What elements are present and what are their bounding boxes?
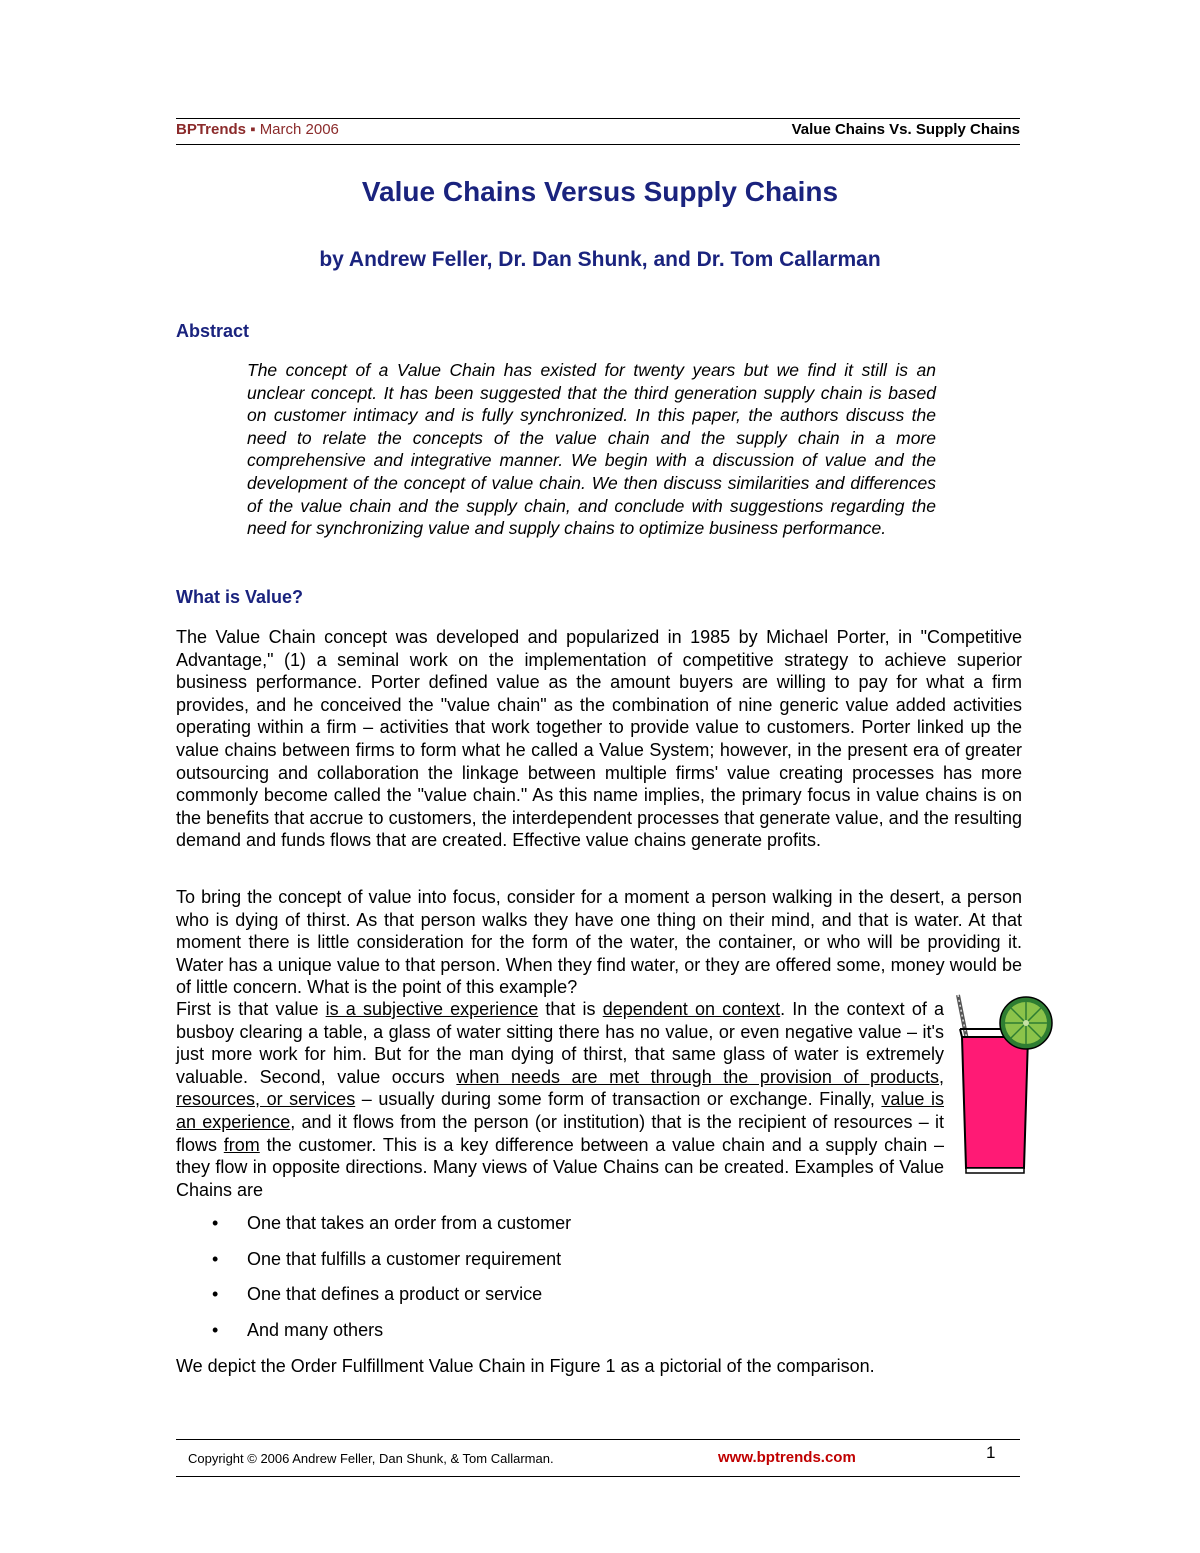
p3-underline-5: from [223,1134,260,1155]
header-separator: ▪ [246,121,260,138]
section-heading: What is Value? [176,587,304,607]
list-item: • One that takes an order from a customer [176,1213,876,1249]
footer-bottom-rule [176,1476,1020,1477]
p3-underline-4: value is an experience [176,1089,944,1132]
header-top-rule [176,118,1020,119]
p3-underline-1: is a subjective experience [325,999,539,1019]
p3-text-6: the customer. This is a key difference between a value chain and a supply chain – they flow in opposite directions. Many views of Value Chains can be created. Examples of Value Chains are [176,1134,945,1200]
p3-text-5: , and it flows from the person (or institution) that is the recipient of resources – it flows [176,1111,944,1155]
examples-list [176,1213,876,1355]
abstract-text: The concept of a Value Chain has existed for twenty years but we find it still is an unclear concept. It has been suggested that the third generation supply chain is based on customer intimacy and is fully synchronized. In this paper, the authors discuss the need to relate the concepts of the value chain and the supply chain in a more comprehensive and integrative manner. We begin with a discussion of value and the development of the concept of value chain. We then discuss similarities and differences of the value chain and the supply chain, and conclude with suggestions regarding the need for synchronizing value and supply chains to optimize business performance. [247,360,936,539]
footer-website-link[interactable]: www.bptrends.com [718,1449,856,1466]
header-bottom-rule [176,144,1020,145]
glass-of-water-illustration [948,985,1054,1177]
page-title: Value Chains Versus Supply Chains [361,176,839,207]
p3-underline-2: dependent on context [602,999,781,1019]
paragraph-3 [176,998,944,1201]
abstract-heading: Abstract [176,321,250,341]
header-left [176,121,339,138]
footer-copyright: Copyright © 2006 Andrew Feller, Dan Shunk, & Tom Callarman. [188,1451,554,1466]
list-item: • One that fulfills a customer requirement [176,1249,876,1285]
authors-line: by Andrew Feller, Dr. Dan Shunk, and Dr. Tom Callarman [319,248,881,271]
closing-sentence: We depict the Order Fulfillment Value Chain in Figure 1 as a pictorial of the comparison. [176,1356,875,1376]
page-number: 1 [986,1443,996,1462]
p3-text-2: that is [538,999,603,1019]
glass-icon [962,1037,1028,1168]
lime-slice-icon [1000,997,1052,1049]
p3-text-3: . In the context of a busboy clearing a table, a glass of water sitting there has no value, or even negative value – it's just more work for him. But for the man dying of thirst, that same glass of water is extremely valuable. Second, value occurs [176,999,944,1087]
p3-underline-3: when needs are met through the provision of products, resources, or services [176,1066,945,1110]
header-date: March 2006 [259,121,339,138]
list-item: • And many others [176,1320,876,1356]
list-item: • One that defines a product or service [176,1284,876,1320]
brand-name: BPTrends [176,121,247,138]
paragraph-1: The Value Chain concept was developed and popularized in 1985 by Michael Porter, in "Competitive Advantage," (1) a seminal work on the implementation of competitive strategy to achieve superior business performance. Porter defined value as the amount buyers are willing to pay for what a firm provides, and he conceived the "value chain" as the combination of nine generic value added activities operating within a firm – activities that work together to provide value to customers. Porter linked up the value chains between firms to form what he called a Value System; however, in the present era of greater outsourcing and collaboration the linkage between multiple firms' value creating processes has more commonly become called the "value chain." As this name implies, the primary focus in value chains is on the benefits that accrue to customers, the interdependent processes that generate value, and the resulting demand and funds flows that are created. Effective value chains generate profits. [176,627,1022,851]
paragraph-2: To bring the concept of value into focus, consider for a moment a person walking in the desert, a person who is dying of thirst. As that person walks they have one thing on their mind, and that is water. At that moment there is little consideration for the form of the water, the container, or who will be providing it. Water has a unique value to that person. When they find water, or they are offered some, money would be of little concern. What is the point of this example? [176,887,1022,998]
p3-text-4: – usually during some form of transaction or exchange. Finally, [355,1089,882,1110]
running-title: Value Chains Vs. Supply Chains [791,121,1020,138]
footer-top-rule [176,1439,1020,1440]
p3-text-1: First is that value [176,999,326,1019]
